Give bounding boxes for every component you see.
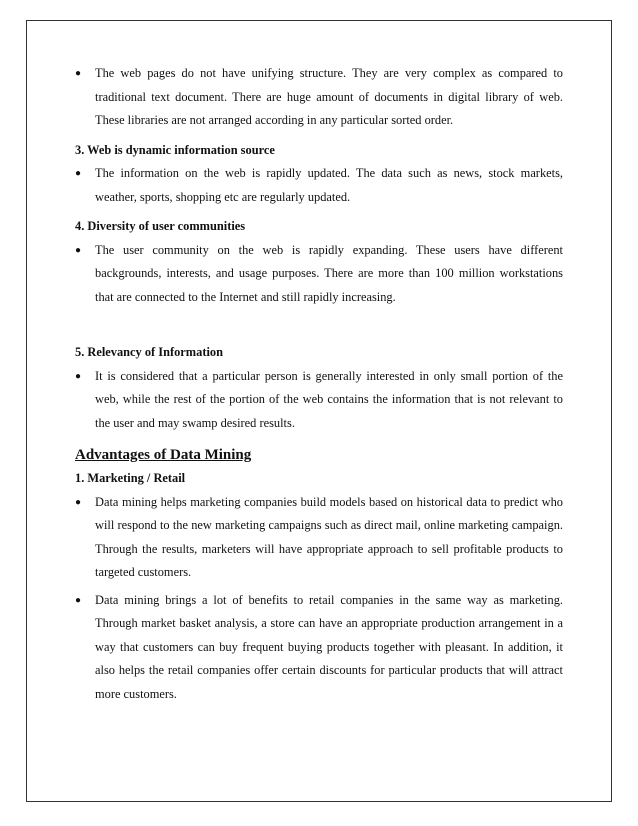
bullet-text: The user community on the web is rapidly expanding. These users have different backgrounds, interests, and usage purposes. There are more than 100 million workstations that are connected to the Internet and still rapidly increasing. — [95, 242, 563, 304]
bullet-text: Data mining helps marketing companies build models based on historical data to predict who will respond to the new marketing campaigns such as direct mail, online marketing campaign. Through the results, marketers will have appropriate approach to sell profitable products to targeted customers. — [95, 494, 563, 579]
list-item — [75, 162, 563, 209]
bullet-text: The web pages do not have unifying structure. They are very complex as compared to traditional text document. There are huge amount of documents in digital library of web. These libraries are not arranged according in any particular sorted order. — [95, 66, 563, 127]
bullet-icon: ● — [75, 168, 82, 179]
section-heading: 4. Diversity of user communities — [75, 219, 246, 233]
document-body — [75, 62, 563, 706]
bullet-icon: ● — [75, 244, 82, 256]
section-heading: 1. Marketing / Retail — [75, 471, 186, 485]
list-item — [75, 589, 563, 707]
bullet-icon: ● — [75, 68, 82, 79]
list-item — [75, 365, 563, 436]
bullet-text: The information on the web is rapidly updated. The data such as news, stock markets, weather, sports, shopping etc are regularly updated. — [95, 166, 563, 204]
section-title: Advantages of Data Mining — [75, 447, 252, 463]
bullet-icon: ● — [75, 496, 82, 508]
list-item — [75, 239, 563, 310]
list-item — [75, 491, 563, 585]
section-heading: 5. Relevancy of Information — [75, 345, 223, 359]
bullet-icon: ● — [75, 594, 82, 606]
bullet-text: Data mining brings a lot of benefits to retail companies in the same way as marketing. Through market basket analysis, a store can have an appropriate production arrangement in a way that customers can buy frequent buying products together with pleasant. In addition, it also helps the retail companies offer certain discounts for particular products that will attract more customers. — [95, 592, 563, 701]
section-heading: 3. Web is dynamic information source — [75, 142, 275, 157]
bullet-icon: ● — [75, 370, 82, 382]
list-item — [75, 62, 563, 133]
bullet-text: It is considered that a particular person is generally interested in only small portion of the web, while the rest of the portion of the web contains the information that is not relevant to the user and may swamp desired results. — [95, 368, 563, 430]
